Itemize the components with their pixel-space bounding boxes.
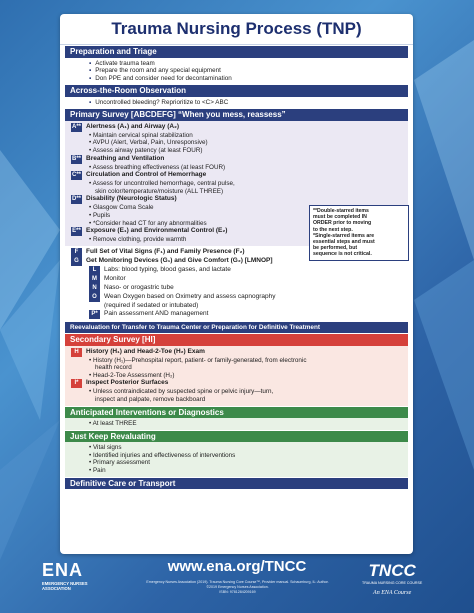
list-item: • Pupils (89, 212, 111, 220)
list-item: ▪ Uncontrolled bleeding? Reprioritize to <C> ABC (71, 99, 404, 107)
anticipated-section (65, 418, 408, 430)
step-badge: A** (71, 123, 81, 130)
list-item: ▪ Prepare the room and any special equipment (71, 67, 404, 75)
step-title: Inspect Posterior Surfaces (86, 379, 169, 387)
list-item: • History (H₁)—Prehospital report, patient- or family-generated, from electronic (89, 356, 307, 364)
lmnop-text: (required if sedated or intubated) (104, 301, 199, 309)
section-header-definitive: Definitive Care or Transport (65, 478, 408, 490)
lmnop-badge: L (89, 266, 100, 275)
list-item: • Primary assessment (89, 459, 151, 467)
lmnop-text: Labs: blood typing, blood gases, and lactate (104, 265, 231, 273)
tncc-course-label: An ENA Course (373, 590, 412, 596)
step-title: Breathing and Ventilation (86, 154, 165, 162)
step-title: Circulation and Control of Hemorrhage (86, 171, 207, 179)
list-item-continued: skin color/temperature/moisture (ALL THREE) (95, 187, 224, 195)
reference-card (60, 14, 413, 554)
footer-url[interactable]: www.ena.org/TNCC (167, 558, 307, 575)
step-badge: G (71, 257, 82, 266)
lmnop-badge: N (89, 284, 100, 293)
list-item: • Identified injuries and effectiveness of interventions (89, 451, 236, 459)
list-item: • Assess for uncontrolled hemorrhage, central pulse, (89, 180, 235, 188)
secondary-survey-section (65, 346, 408, 406)
list-item: ▪ Activate trauma team (71, 60, 404, 68)
section-header-secondary-survey: Secondary Survey [HI] (65, 334, 408, 346)
section-header-anticipated: Anticipated Interventions or Diagnostics (65, 407, 408, 419)
list-item: • Unless contraindicated by suspected spine or pelvic injury—turn, (89, 388, 274, 396)
section-header-across-room: Across-the-Room Observation (65, 85, 408, 97)
list-item: • Maintain cervical spinal stabilization (89, 131, 193, 139)
lmnop-text: Wean Oxygen based on Oximetry and assess capnography (104, 292, 276, 300)
step-badge: E** (72, 228, 81, 235)
list-item: • *Consider head CT for any abnormalities (89, 219, 207, 227)
step-badge: C** (71, 172, 81, 179)
page-title: Trauma Nursing Process (TNP) (60, 14, 413, 45)
step-title: Get Monitoring Devices (G₁) and Give Comfort (G₂) [LMNOP] (86, 256, 273, 264)
step-title: Alertness (A₁) and Airway (A₂) (86, 122, 180, 130)
footer-citation: Emergency Nurses Association (2019). Trauma Nursing Core Course™, Provider manual. Schaumburg, IL: Author. ©2019 Emergency Nurses Association. ISBN: 9781284209169 (146, 580, 329, 594)
lmnop-text: Pain assessment AND management (104, 309, 209, 317)
step-title: Disability (Neurologic Status) (86, 195, 177, 203)
preparation-list (65, 58, 408, 85)
list-item: • AVPU (Alert, Verbal, Pain, Unresponsive) (89, 139, 208, 147)
across-room-list (65, 97, 408, 109)
section-header-reevaluation: Reevaluation for Transfer to Trauma Center or Preparation for Definitive Treatment (65, 322, 408, 334)
list-item: • Head-2-Toe Assessment (H₂) (89, 371, 175, 379)
list-item: • Remove clothing, provide warmth (89, 236, 187, 244)
ena-logo-name: EMERGENCY NURSES ASSOCIATION (42, 581, 88, 591)
revaluating-section (65, 442, 408, 476)
step-badge: H (71, 348, 82, 357)
list-item: • Glasgow Coma Scale (89, 204, 154, 212)
step-badge: I* (71, 379, 82, 388)
lmnop-badge: M (89, 275, 100, 284)
lmnop-text: Monitor (104, 274, 126, 282)
list-item: ▪ Don PPE and consider need for decontamination (71, 75, 404, 83)
lmnop-text: Naso- or orogastric tube (104, 283, 174, 291)
ena-logo-mark: ENA (42, 560, 84, 580)
list-item: • Vital signs (89, 444, 122, 452)
tncc-logo-mark: TNCC (368, 561, 416, 580)
step-title: Full Set of Vital Signs (F₁) and Family Presence (F₂) (86, 247, 245, 255)
section-header-preparation: Preparation and Triage (65, 46, 408, 58)
step-badge: F (71, 248, 82, 257)
tncc-logo (362, 561, 422, 596)
tncc-logo-subtitle: TRAUMA NURSING CORE COURSE (362, 581, 423, 585)
list-item: • Assess airway patency (at least FOUR) (89, 147, 203, 155)
step-title: Exposure (E₁) and Environmental Control (E₂) (86, 227, 228, 235)
step-title: History (H₁) and Head-2-Toe (H₂) Exam (86, 347, 205, 355)
list-item-continued: inspect and palpate, remove backboard (95, 395, 206, 403)
list-item: • Assess breathing effectiveness (at least FOUR) (89, 163, 226, 171)
step-badge: B** (71, 155, 81, 162)
star-legend-note: **Double-starred items must be completed IN ORDER prior to moving to the next step. *Single-starred items are essential steps and must be performed, but sequence is not critical. (309, 205, 409, 261)
lmnop-badge: P* (89, 310, 100, 319)
step-badge: D** (71, 196, 81, 203)
list-item: • At least THREE (89, 420, 137, 428)
list-item: • Pain (89, 466, 106, 474)
lmnop-badge: O (89, 293, 100, 302)
list-item-continued: health record (95, 364, 132, 372)
section-header-primary-survey: Primary Survey [ABCDEFG] “When you mess, reassess” (65, 109, 408, 121)
section-header-revaluating: Just Keep Revaluating (65, 431, 408, 443)
